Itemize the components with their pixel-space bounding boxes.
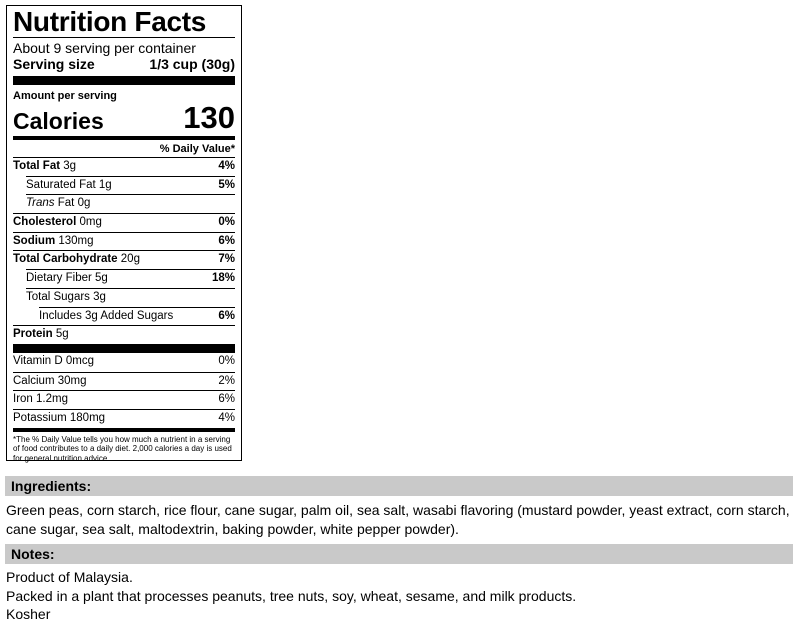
vitamin-amount: 30mg [57, 374, 87, 387]
nutrient-row-protein [13, 325, 235, 344]
nutrient-dv: 6% [218, 234, 235, 247]
nutrition-facts-label [6, 5, 242, 461]
vitamin-name: Iron [13, 393, 33, 406]
vitamin-dv: 2% [218, 374, 235, 387]
vitamin-name: Calcium [13, 374, 55, 387]
nutrient-dv: 7% [218, 253, 235, 266]
divider [13, 37, 235, 38]
vitamin-amount: 0mcg [65, 354, 94, 367]
nutrient-row-total-sugars [26, 288, 235, 307]
nutrient-name: Saturated Fat [26, 178, 96, 191]
vitamin-dv: 6% [218, 393, 235, 406]
notes-line: Kosher [6, 606, 51, 622]
nutrient-row-dietary-fiber [26, 269, 235, 288]
notes-text [6, 568, 792, 624]
nutrient-row-total-fat [13, 157, 235, 176]
amount-per-serving: Amount per serving [13, 90, 117, 102]
nutrient-name: Trans [26, 197, 55, 210]
vitamin-amount: 180mg [69, 411, 106, 424]
calories-value: 130 [183, 100, 235, 135]
notes-line: Product of Malaysia. [6, 569, 133, 585]
ingredients-line: cane sugar, sea salt, maltodextrin, baking powder, white pepper powder). [6, 520, 459, 537]
calories-label: Calories [13, 108, 104, 134]
serving-size-label: Serving size [13, 56, 95, 72]
ingredients-line: Green peas, corn starch, rice flour, cane sugar, palm oil, sea salt, wasabi flavoring (mustard powder, yeast extract, corn starch, [6, 502, 790, 518]
vitamin-name: Potassium [13, 411, 67, 424]
vitamin-dv: 4% [218, 411, 235, 424]
ingredients-text [6, 501, 792, 538]
nutrient-amount: 3g [93, 290, 106, 303]
daily-value-footnote: *The % Daily Value tells you how much a nutrient in a serving of food contributes to a daily diet. 2,000 calories a day is used for general nutrition advice. [13, 434, 232, 463]
nutrient-name: Total Sugars [26, 290, 90, 303]
notes-line: Packed in a plant that processes peanuts, tree nuts, soy, wheat, sesame, and milk products. [6, 587, 577, 604]
vitamin-dv: 0% [218, 354, 235, 367]
vitamin-row-potassium [13, 409, 235, 428]
nutrient-dv: 4% [218, 160, 235, 172]
vitamin-row-calcium [13, 372, 235, 391]
nutrition-facts-title: Nutrition Facts [13, 6, 207, 37]
thick-divider [13, 344, 235, 353]
nutrient-row-trans-fat [26, 194, 235, 213]
notes-heading: Notes: [5, 544, 793, 564]
nutrient-amount: 1g [98, 178, 112, 191]
nutrient-name: Sodium [13, 234, 56, 247]
nutrient-row-sodium [13, 232, 235, 251]
nutrient-name: Cholesterol [13, 216, 77, 229]
nutrient-row-added-sugars [39, 307, 235, 326]
vitamin-row-vitamin-d [13, 353, 235, 372]
nutrient-row-saturated-fat [26, 176, 235, 195]
servings-per-container: About 9 serving per container [13, 40, 196, 56]
nutrient-dv: 6% [218, 309, 235, 322]
thick-divider [13, 76, 235, 85]
vitamin-row-iron [13, 390, 235, 409]
nutrient-name: Dietary Fiber [26, 272, 92, 285]
nutrient-name: Protein [13, 328, 53, 341]
nutrient-amount: 130mg [58, 234, 94, 247]
nutrient-row-total-carbohydrate [13, 250, 235, 269]
nutrient-name-suffix: Fat [57, 197, 75, 210]
nutrient-amount: 0mg [79, 216, 102, 229]
nutrient-amount: 5g [95, 272, 108, 285]
ingredients-heading: Ingredients: [5, 476, 793, 496]
nutrient-name: Total Fat [13, 160, 61, 172]
daily-value-header: % Daily Value* [159, 143, 235, 155]
nutrient-amount: 20g [120, 253, 140, 266]
nutrient-name: Total Carbohydrate [13, 253, 118, 266]
vitamin-amount: 1.2mg [36, 393, 68, 406]
nutrient-dv: 0% [218, 216, 235, 229]
nutrient-dv: 5% [218, 178, 235, 191]
calories-row [13, 100, 235, 135]
nutrient-dv: 18% [211, 272, 235, 285]
serving-size-row [13, 56, 235, 73]
nutrient-amount: 3g [63, 160, 77, 172]
nutrient-row-cholesterol [13, 213, 235, 232]
vitamin-name: Vitamin D [13, 354, 63, 367]
nutrient-amount: 0g [77, 197, 91, 210]
nutrient-amount: 5g [55, 328, 69, 341]
serving-size-value: 1/3 cup (30g) [149, 56, 235, 72]
nutrient-name: Includes 3g Added Sugars [39, 309, 174, 322]
